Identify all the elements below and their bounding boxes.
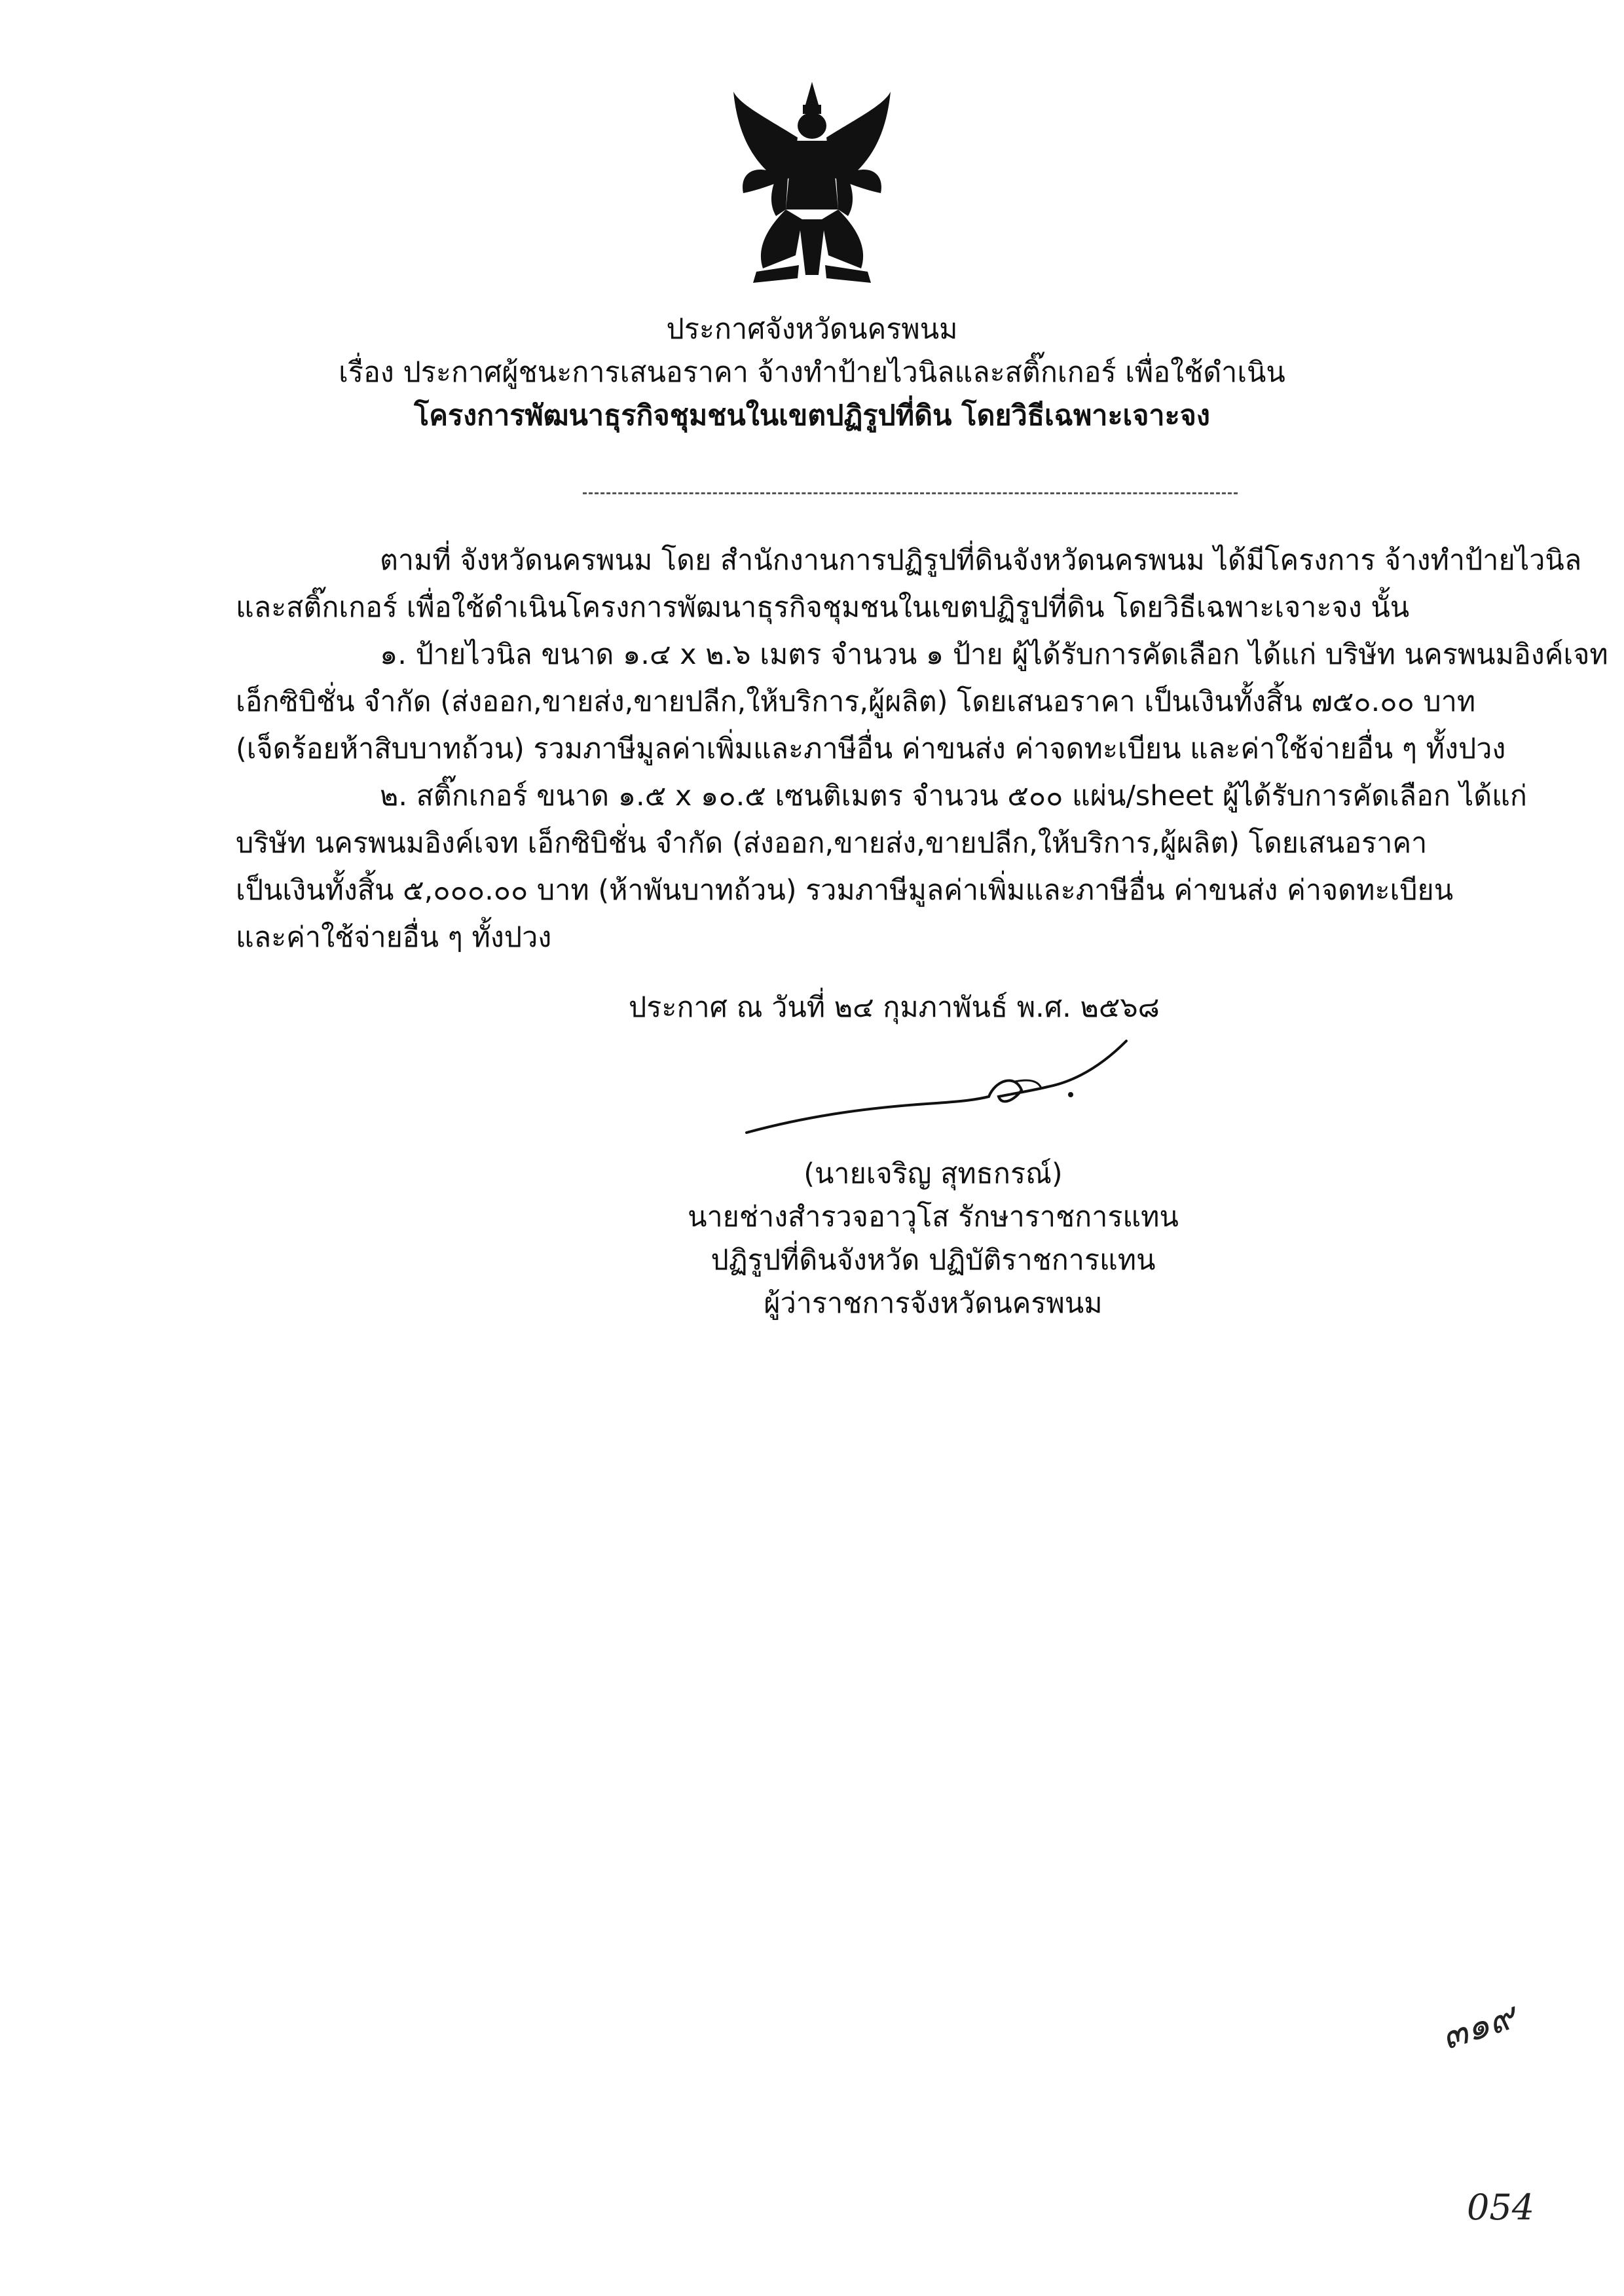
handwritten-page-number: 054 [1467,2187,1535,2228]
item-2-line-4: และค่าใช้จ่ายอื่น ๆ ทั้งปวง [236,921,552,954]
signatory-name: (นายเจริญ สุทธกรณ์) [803,1157,1063,1190]
announcement-date: ประกาศ ณ วันที่ ๒๔ กุมภาพันธ์ พ.ศ. ๒๕๖๘ [629,991,1160,1024]
item-1-line-2: เอ็กซิบิชั่น จำกัด (ส่งออก,ขายส่ง,ขายปลีก,ให้บริการ,ผู้ผลิต) โดยเสนอราคา เป็นเงินทั้งสิ้น ๗๕๐.๐๐ บาท [236,685,1476,718]
announcement-title: ประกาศจังหวัดนครพนม [666,313,958,346]
signatory-position-3: ผู้ว่าราชการจังหวัดนครพนม [764,1287,1103,1320]
announcement-body [236,537,1608,961]
garuda-emblem [720,79,904,295]
intro-line-1: ตามที่ จังหวัดนครพนม โดย สำนักงานการปฏิรูปที่ดินจังหวัดนครพนม ได้มีโครงการ จ้างทำป้ายไวนิล [380,544,1582,577]
handwritten-signature [740,1034,1133,1152]
handwritten-note: ๓๑๙ [1436,1994,1521,2059]
header-divider [583,492,1238,494]
subject-line-2: โครงการพัฒนาธุรกิจชุมชนในเขตปฏิรูปที่ดิน โดยวิธีเฉพาะเจาะจง [414,399,1210,432]
signatory-position-2: ปฏิรูปที่ดินจังหวัด ปฏิบัติราชการแทน [710,1244,1156,1277]
item-1-line-1: ๑. ป้ายไวนิล ขนาด ๑.๔ x ๒.๖ เมตร จำนวน ๑ ป้าย ผู้ได้รับการคัดเลือก ได้แก่ บริษัท นครพนมอิงค์เจท [380,638,1608,671]
subject-line-1: เรื่อง ประกาศผู้ชนะการเสนอราคา จ้างทำป้ายไวนิลและสติ๊กเกอร์ เพื่อใช้ดำเนิน [339,356,1285,389]
item-2-line-3: เป็นเงินทั้งสิ้น ๕,๐๐๐.๐๐ บาท (ห้าพันบาทถ้วน) รวมภาษีมูลค่าเพิ่มและภาษีอื่น ค่าขนส่ง ค่าจดทะเบียน [236,874,1454,907]
announcement-header [0,308,1624,437]
signatory-position-1: นายช่างสำรวจอาวุโส รักษาราชการแทน [688,1201,1179,1233]
signatory-block [589,1152,1277,1325]
item-1-line-3: (เจ็ดร้อยห้าสิบบาทถ้วน) รวมภาษีมูลค่าเพิ่มและภาษีอื่น ค่าขนส่ง ค่าจดทะเบียน และค่าใช้จ่ายอื่น ๆ ทั้งปวง [236,733,1506,765]
item-2-line-1: ๒. สติ๊กเกอร์ ขนาด ๑.๕ x ๑๐.๕ เซนติเมตร จำนวน ๕๐๐ แผ่น/sheet ผู้ได้รับการคัดเลือก ได้แก่ [380,780,1527,812]
item-2-line-2: บริษัท นครพนมอิงค์เจท เอ็กซิบิชั่น จำกัด (ส่งออก,ขายส่ง,ขายปลีก,ให้บริการ,ผู้ผลิต) โดยเสนอราคา [236,827,1428,860]
intro-line-2: และสติ๊กเกอร์ เพื่อใช้ดำเนินโครงการพัฒนาธุรกิจชุมชนในเขตปฏิรูปที่ดิน โดยวิธีเฉพาะเจาะจง นั้น [236,591,1410,624]
